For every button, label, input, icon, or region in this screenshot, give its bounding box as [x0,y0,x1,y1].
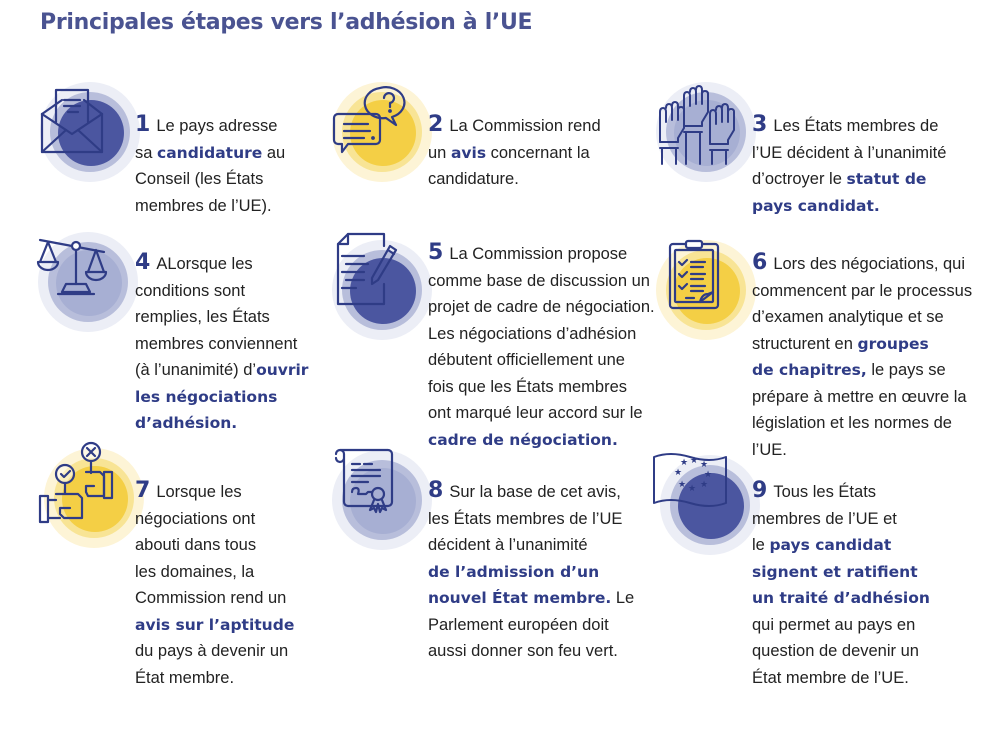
body-text: l’UE décident à l’unanimité [752,143,947,162]
emphasis-text: d’adhésion. [135,414,238,432]
step-text [135,112,285,219]
body-text: Le [611,589,635,607]
step-line [135,559,294,586]
step-text [135,478,294,691]
body-text: aussi donner son feu vert. [428,642,618,660]
step-number: 7 [135,478,151,503]
step-line [428,166,601,193]
step-line [428,140,601,167]
step-line [428,321,655,348]
body-text: décident à l’unanimité [428,536,588,554]
step-text [428,240,655,453]
step-line [752,166,946,193]
step-line [428,112,601,140]
step-line [752,278,972,305]
body-text: négociations ont [135,509,256,528]
body-text: comme base de discussion un [428,271,650,290]
step-line [752,357,972,384]
step-line [428,427,655,454]
step-text [752,112,946,219]
step-line [428,612,634,639]
emphasis-text: cadre de négociation. [428,430,618,449]
svg-text:★: ★ [704,470,713,480]
body-text: du pays à devenir un [135,642,289,660]
step-number: 2 [428,112,444,137]
body-text: candidature. [428,170,519,188]
emphasis-text: avis sur l’aptitude [135,615,295,634]
raised-hands-icon [656,82,756,182]
scales-of-justice-icon [38,232,138,332]
svg-text:★: ★ [680,458,689,468]
step-text [135,250,308,437]
approve-reject-signs-icon [44,448,144,548]
step-line [428,400,655,427]
step-line [135,638,294,665]
body-text: fois que les États membres [428,377,627,396]
step-line [428,559,634,586]
certificate-scroll-icon [332,450,432,550]
body-text: l’UE. [752,440,787,459]
emphasis-text: ouvrir [256,361,309,379]
step-line [135,112,285,140]
svg-text:★: ★ [674,468,683,478]
emphasis-text: pays candidat. [752,196,880,215]
step-line [135,140,285,167]
body-text: Lors des négociations, qui [773,255,966,273]
body-text: un [428,143,451,162]
body-text: qui permet au pays en [752,615,916,634]
step-line [752,112,946,140]
step-number: 4 [135,250,151,275]
document-pen-icon [332,240,432,340]
emphasis-text: nouvel État membre. [428,589,612,607]
step-line [135,304,308,331]
body-text: sa [135,143,158,162]
step-number: 5 [428,240,444,265]
body-text: Tous les États [773,483,877,501]
step-line [135,384,308,411]
step-line [428,347,655,374]
body-text: Le pays adresse [156,117,278,135]
body-text: Les États membres de [773,117,939,135]
step-line [135,331,308,358]
step-line [135,410,308,437]
step-line [752,612,930,639]
svg-text:★: ★ [700,480,709,490]
step-line [752,478,930,506]
emphasis-text: pays candidat [769,536,892,554]
emphasis-text: les négociations [135,387,278,406]
step-line [428,532,634,559]
body-text: Lorsque les [156,483,242,501]
envelope-letter-icon [40,82,140,182]
step-line [752,331,972,358]
step-line [428,374,655,401]
step-line [752,638,930,665]
emphasis-text: candidature [157,143,263,162]
emphasis-text: groupes [857,334,929,353]
body-text: commencent par le processus [752,281,973,300]
body-text: membres conviennent [135,334,298,353]
step-line [135,478,294,506]
clipboard-checklist-icon [656,240,756,340]
emphasis-text: un traité d’adhésion [752,589,930,607]
emphasis-text: avis [450,143,487,162]
step-number: 9 [752,478,768,503]
step-line [752,506,930,533]
step-line [752,384,972,411]
emphasis-text: de l’admission d’un [428,562,600,581]
step-text [428,478,634,665]
body-text: projet de cadre de négociation. [428,298,655,316]
body-text: le [752,536,770,554]
body-text: d’examen analytique et se [752,308,944,326]
step-line [135,193,285,220]
step-line [752,140,946,167]
step-line [752,304,972,331]
body-text: question de devenir un [752,642,919,660]
step-line [428,585,634,612]
body-text: Conseil (les États [135,170,264,188]
body-text: structurent en [752,334,858,353]
body-text: (à l’unanimité) d’ [135,361,257,379]
body-text: d’octroyer le [752,170,847,188]
body-text: remplies, les États [135,308,270,326]
step-line [752,665,930,692]
step-line [428,268,655,295]
step-line [135,166,285,193]
body-text: les domaines, la [135,562,255,581]
body-text: La Commission propose [449,245,628,263]
step-line [135,612,294,639]
step-line [135,250,308,278]
step-line [752,250,972,278]
step-line [135,532,294,559]
step-line [135,665,294,692]
step-line [135,506,294,533]
step-number: 3 [752,112,768,137]
body-text: État membre. [135,668,235,687]
svg-text:★: ★ [700,460,709,470]
step-number: 6 [752,250,768,275]
body-text: La Commission rend [449,117,601,135]
step-line [752,532,930,559]
step-line [428,294,655,321]
body-text: les États membres de l’UE [428,509,623,528]
step-line [752,193,946,220]
step-line [135,357,308,384]
step-line [428,506,634,533]
emphasis-text: signent et ratifient [752,562,918,581]
body-text: débutent officiellement une [428,351,625,369]
step-text [752,478,930,691]
svg-text:★: ★ [688,484,697,494]
body-text: concernant la [486,143,590,162]
step-line [428,638,634,665]
body-text: État membre de l’UE. [752,668,909,687]
step-line [752,559,930,586]
speech-bubbles-question-icon [332,82,432,182]
body-text: Les négociations d’adhésion [428,324,637,343]
body-text: membres de l’UE et [752,509,897,528]
step-line [428,478,634,506]
body-text: au [262,143,286,162]
body-text: abouti dans tous [135,536,257,554]
body-text: le pays se [866,361,946,379]
body-text: Commission rend un [135,589,287,607]
step-line [428,240,655,268]
emphasis-text: statut de [846,170,927,188]
body-text: ALorsque les [156,255,253,273]
emphasis-text: de chapitres, [752,361,867,379]
step-text [428,112,601,193]
body-text: membres de l’UE). [135,196,272,215]
body-text: prépare à mettre en œuvre la [752,387,967,406]
step-text [752,250,972,463]
body-text: ont marqué leur accord sur le [428,404,643,422]
svg-text:★: ★ [678,480,687,490]
step-number: 1 [135,112,151,137]
page-title: Principales étapes vers l’adhésion à l’UE [40,10,533,35]
step-line [752,437,972,464]
step-line [752,585,930,612]
step-number: 8 [428,478,444,503]
step-line [135,278,308,305]
body-text: législation et les normes de [752,414,952,432]
body-text: conditions sont [135,281,246,300]
step-line [752,410,972,437]
step-line [135,585,294,612]
body-text: Sur la base de cet avis, [449,483,621,501]
body-text: Parlement européen doit [428,615,609,634]
svg-text:★: ★ [690,456,699,466]
eu-flag-icon [660,455,760,555]
